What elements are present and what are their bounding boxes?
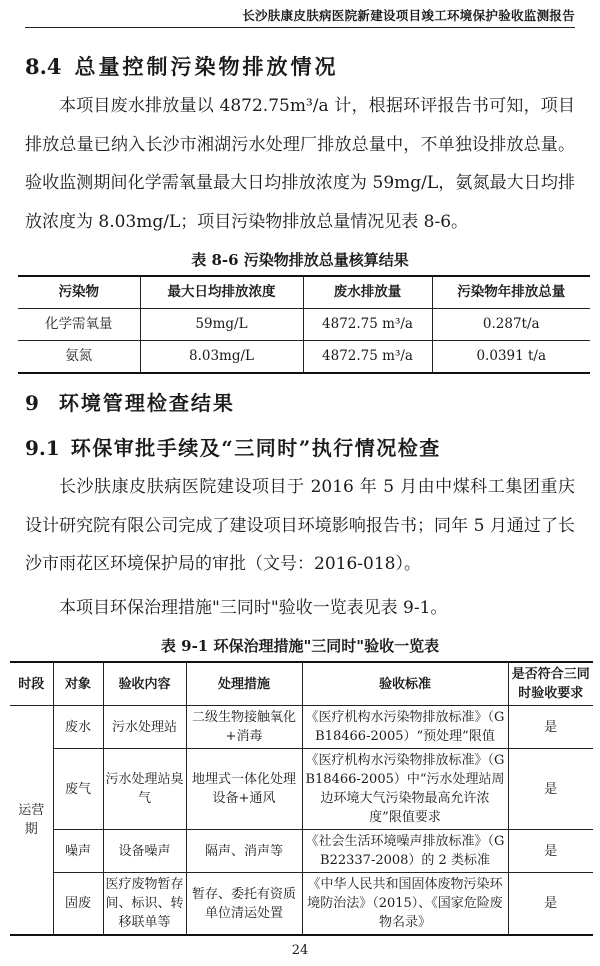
table-9-1-header-row [10, 662, 593, 706]
section-9-1-title: 环保审批手续及“三同时”执行情况检查 [70, 436, 441, 460]
table-cell: 地埋式一体化处理设备+通风 [186, 749, 302, 830]
table-cell: 医疗废物暂存间、标识、转移联单等 [103, 873, 186, 936]
table-9-1-header-object: 对象 [53, 662, 103, 706]
table-8-6-header-max-daily-concentration: 最大日均排放浓度 [140, 276, 303, 309]
running-header-title: 长沙肤康皮肤病医院新建设项目竣工环境保护验收监测报告 [242, 8, 575, 23]
section-8-4-number: 8.4 [25, 54, 62, 79]
table-cell: 暂存、委托有资质单位清运处置 [186, 873, 302, 936]
table-cell: 废气 [53, 749, 103, 830]
table-cell: 《中华人民共和国固体废物污染环境防治法》（2015）、《国家危险废物名录》 [302, 873, 508, 936]
table-8-6-header-wastewater-volume: 废水排放量 [303, 276, 432, 309]
section-9-1-number: 9.1 [25, 436, 60, 460]
table-cell: 固废 [53, 873, 103, 936]
table-cell: 《医疗机构水污染物排放标准》（GB18466-2005）中“污水处理站周边环境大气污染物最高允许浓度”限值要求 [302, 749, 508, 830]
table-cell: 是 [508, 873, 593, 936]
section-8-4-title: 总量控制污染物排放情况 [74, 54, 339, 79]
table-row [10, 749, 593, 830]
table-9-1-header-period: 时段 [10, 662, 53, 706]
table-cell: 是 [508, 830, 593, 873]
table-cell: 污水处理站 [103, 706, 186, 749]
table-9-1-header-standard: 验收标准 [302, 662, 508, 706]
table-9-1-caption: 表 9-1 环保治理措施"三同时"验收一览表 [160, 637, 440, 655]
table-cell: 二级生物接触氧化+消毒 [186, 706, 302, 749]
table-8-6-header-row [18, 276, 590, 309]
table-cell: 0.0391 t/a [432, 341, 590, 374]
table-8-6-header-pollutant: 污染物 [18, 276, 140, 309]
table-row [10, 706, 593, 749]
table-cell: 0.287t/a [432, 309, 590, 341]
table-cell: 设备噪声 [103, 830, 186, 873]
table-9-1-header-measures: 处理措施 [186, 662, 302, 706]
table-cell: 化学需氧量 [18, 309, 140, 341]
table-cell: 氨氮 [18, 341, 140, 374]
table-row [18, 309, 590, 341]
table-cell: 是 [508, 749, 593, 830]
table-row [10, 873, 593, 936]
table-row [18, 341, 590, 374]
section-9-1-paragraph-2: 本项目环保治理措施"三同时"验收一览表见表 9-1。 [59, 597, 448, 618]
table-cell: 4872.75 m³/a [303, 341, 432, 374]
section-9-1-paragraph-1: 长沙肤康皮肤病医院建设项目于 2016 年 5 月由中煤科工集团重庆设计研究院有限公司完成了建设项目环境影响报告书；同年 5 月通过了长沙市雨花区环境保护局的审批（文号：2016-018）。 [25, 477, 575, 574]
table-row [10, 830, 593, 873]
section-8-4-paragraph: 本项目废水排放量以 4872.75m³/a 计，根据环评报告书可知，项目排放总量已纳入长沙市湘湖污水处理厂排放总量中，不单独设排放总量。验收监测期间化学需氧量最大日均排放浓度为 59mg/L，氨氮最大日均排放浓度为 8.03mg/L；项目污染物排放总量情况见表 8-6。 [25, 96, 575, 232]
table-cell: 废水 [53, 706, 103, 749]
period-cell: 运营期 [10, 706, 53, 936]
table-cell: 噪声 [53, 830, 103, 873]
section-9-number: 9 [25, 391, 39, 415]
table-9-1-header-compliance: 是否符合三同时验收要求 [508, 662, 593, 706]
table-9-1-header-content: 验收内容 [103, 662, 186, 706]
page-number: 24 [291, 943, 309, 958]
table-8-6-header-annual-total: 污染物年排放总量 [432, 276, 590, 309]
section-8-4-heading [25, 52, 575, 82]
section-9-title: 环境管理检查结果 [58, 391, 235, 415]
table-cell: 8.03mg/L [140, 341, 303, 374]
table-cell: 《医疗机构水污染物排放标准》（GB18466-2005）“预处理”限值 [302, 706, 508, 749]
table-9-1 [10, 661, 593, 936]
table-cell: 4872.75 m³/a [303, 309, 432, 341]
section-9-1-heading [25, 433, 575, 463]
table-8-6 [18, 275, 590, 374]
table-8-6-caption: 表 8-6 污染物排放总量核算结果 [191, 251, 409, 269]
table-cell: 污水处理站臭气 [103, 749, 186, 830]
section-9-heading [25, 388, 575, 418]
table-cell: 是 [508, 706, 593, 749]
running-header [25, 6, 575, 28]
table-cell: 隔声、消声等 [186, 830, 302, 873]
table-cell: 59mg/L [140, 309, 303, 341]
table-cell: 《社会生活环境噪声排放标准》（GB22337-2008）的 2 类标准 [302, 830, 508, 873]
